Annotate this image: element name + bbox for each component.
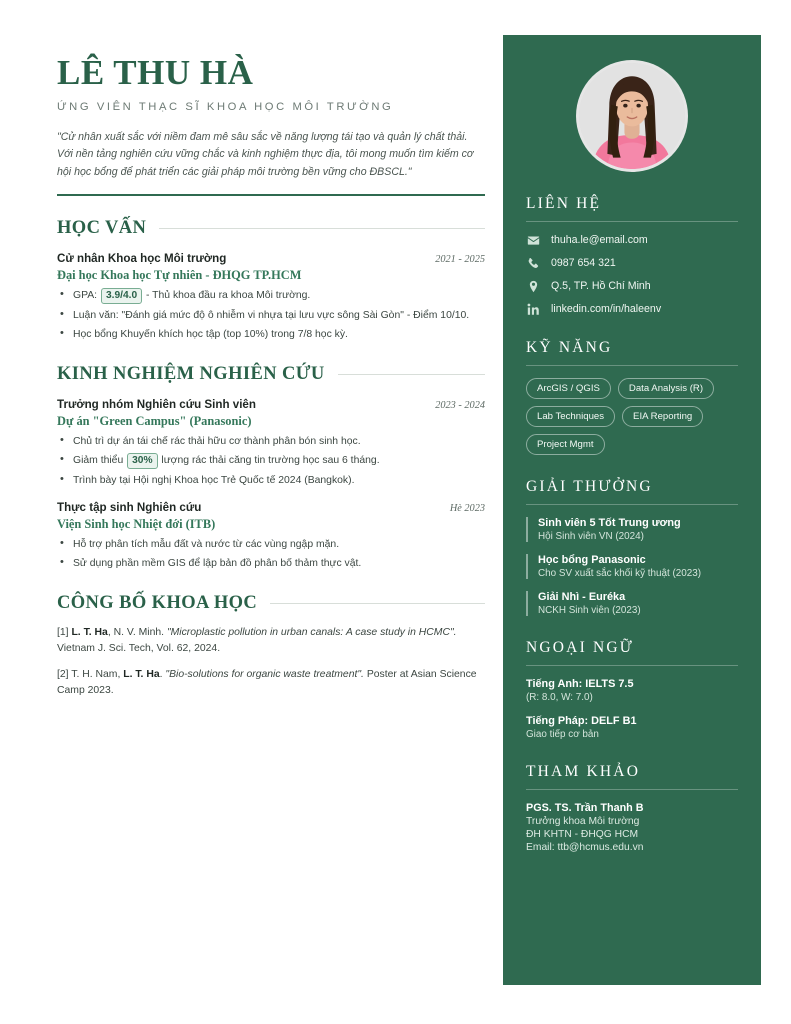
entry-date: 2023 - 2024 bbox=[435, 400, 485, 412]
entry-role: Cử nhân Khoa học Môi trường bbox=[57, 252, 227, 266]
skill-chip-list bbox=[526, 378, 738, 455]
section-rule bbox=[338, 374, 485, 375]
profile-summary: "Cử nhân xuất sắc với niềm đam mê sâu sắc về năng lượng tái tạo và quản lý chất thải. Với nền tảng nghiên cứu vững chắc và kinh nghiệm thực địa, tôi mong muốn tìm kiếm cơ hội học bổng để phát triển các giải pháp môi trường bền vững cho ĐBSCL." bbox=[57, 130, 474, 178]
avatar-wrapper bbox=[526, 60, 738, 172]
avatar-photo bbox=[579, 63, 685, 169]
candidate-subtitle: ỨNG VIÊN THẠC SĨ KHOA HỌC MÔI TRƯỜNG bbox=[57, 100, 394, 113]
candidate-name: LÊ THU HÀ bbox=[57, 53, 254, 92]
section-title-publications: CÔNG BỐ KHOA HỌC bbox=[57, 593, 258, 614]
sidebar-title-awards: GIẢI THƯỞNG bbox=[526, 478, 653, 495]
language-subtitle: (R: 8.0, W: 7.0) bbox=[526, 692, 593, 703]
sidebar-section-skills bbox=[526, 339, 738, 455]
language-list bbox=[526, 678, 738, 740]
contact-text: linkedin.com/in/haleenv bbox=[551, 303, 662, 315]
reference-name: PGS. TS. Trần Thanh B bbox=[526, 802, 644, 814]
sidebar-rule bbox=[526, 504, 738, 505]
section-publications bbox=[57, 593, 485, 698]
entry-bullet: • Sử dụng phần mềm GIS để lập bản đồ phân bố thảm thực vật. bbox=[57, 556, 485, 571]
section-title-experience: KINH NGHIỆM NGHIÊN CỨU bbox=[57, 364, 325, 385]
award-subtitle: NCKH Sinh viên (2023) bbox=[538, 605, 641, 616]
contact-row[interactable] bbox=[526, 279, 738, 293]
section-rule bbox=[270, 603, 485, 604]
contact-row[interactable] bbox=[526, 256, 738, 270]
entry-role: Thực tập sinh Nghiên cứu bbox=[57, 501, 202, 514]
section-education bbox=[57, 218, 485, 342]
award-item bbox=[526, 517, 738, 542]
publication-list bbox=[57, 625, 485, 698]
entry-bullet: • Học bổng Khuyến khích học tập (top 10%) trong 7/8 học kỳ. bbox=[57, 327, 485, 342]
section-header bbox=[57, 218, 485, 239]
reference-line: ĐH KHTN - ĐHQG HCM bbox=[526, 829, 639, 840]
language-subtitle: Giao tiếp cơ bản bbox=[526, 729, 599, 740]
entry-date: Hè 2023 bbox=[449, 503, 485, 514]
sidebar-rule bbox=[526, 665, 738, 666]
highlight-badge: 3.9/4.0 bbox=[101, 288, 142, 304]
entry-role: Trưởng nhóm Nghiên cứu Sinh viên bbox=[57, 398, 256, 412]
sidebar-title-references: THAM KHẢO bbox=[526, 763, 641, 780]
section-title-education: HỌC VẤN bbox=[57, 218, 147, 239]
entry-bullet-list bbox=[57, 434, 485, 488]
award-subtitle: Hội Sinh viên VN (2024) bbox=[538, 531, 644, 542]
publication-item: [1] L. T. Ha, N. V. Minh. "Microplastic pollution in urban canals: A case study in HCMC". Vietnam J. Sci. Tech, Vol. 62, 2024. bbox=[57, 627, 457, 654]
award-list bbox=[526, 517, 738, 616]
award-item bbox=[526, 554, 738, 579]
entry-bullet: • Chủ trì dự án tái chế rác thải hữu cơ thành phân bón sinh học. bbox=[57, 434, 485, 449]
language-title: Tiếng Pháp: DELF B1 bbox=[526, 715, 637, 727]
award-title: Sinh viên 5 Tốt Trung ương bbox=[538, 517, 681, 529]
entry-organization: Dự án "Green Campus" (Panasonic) bbox=[57, 414, 252, 429]
skill-chip[interactable]: Data Analysis (R) bbox=[618, 378, 714, 399]
sidebar-title-languages: NGOẠI NGỮ bbox=[526, 639, 635, 656]
entry-bullet-list bbox=[57, 288, 485, 342]
language-item bbox=[526, 715, 738, 740]
resume-entry bbox=[57, 501, 485, 571]
entry-bullet: • Hỗ trợ phân tích mẫu đất và nước từ các vùng ngập mặn. bbox=[57, 537, 485, 552]
contact-text: Q.5, TP. Hồ Chí Minh bbox=[551, 280, 651, 292]
entry-bullet: • Luận văn: "Đánh giá mức độ ô nhiễm vi nhựa tại lưu vực sông Sài Gòn" - Điểm 10/10. bbox=[57, 308, 485, 323]
reference-detail-lines bbox=[526, 816, 738, 853]
phone-icon bbox=[526, 256, 540, 270]
linkedin-icon bbox=[526, 302, 540, 316]
resume-entry bbox=[57, 252, 485, 342]
education-entry-list bbox=[57, 252, 485, 342]
contact-text: 0987 654 321 bbox=[551, 257, 616, 269]
entry-bullet: • Giảm thiểu 30% lượng rác thải căng tin trường học sau 6 tháng. bbox=[57, 453, 485, 469]
skill-chip[interactable]: EIA Reporting bbox=[622, 406, 703, 427]
skill-chip[interactable]: Project Mgmt bbox=[526, 434, 605, 455]
entry-bullet: • GPA: 3.9/4.0 - Thủ khoa đầu ra khoa Môi trường. bbox=[57, 288, 485, 304]
section-experience bbox=[57, 364, 485, 571]
entry-header bbox=[57, 252, 485, 265]
sidebar-rule bbox=[526, 789, 738, 790]
section-header bbox=[57, 593, 485, 614]
sidebar-section-languages bbox=[526, 639, 738, 740]
sidebar-rule bbox=[526, 365, 738, 366]
reference-line: Trưởng khoa Môi trường bbox=[526, 816, 640, 827]
main-column bbox=[57, 55, 485, 699]
skill-chip[interactable]: ArcGIS / QGIS bbox=[526, 378, 611, 399]
award-item bbox=[526, 591, 738, 616]
section-header bbox=[57, 364, 485, 385]
location-pin-icon bbox=[526, 279, 540, 293]
publication-item: [2] T. H. Nam, L. T. Ha. "Bio-solutions for organic waste treatment". Poster at Asian Science Camp 2023. bbox=[57, 669, 477, 696]
entry-bullet-list bbox=[57, 537, 485, 571]
resume-entry bbox=[57, 398, 485, 488]
avatar bbox=[576, 60, 688, 172]
language-title: Tiếng Anh: IELTS 7.5 bbox=[526, 678, 634, 690]
contact-row[interactable] bbox=[526, 302, 738, 316]
entry-header bbox=[57, 501, 485, 514]
sidebar-section-contact bbox=[526, 195, 738, 316]
entry-organization: Viện Sinh học Nhiệt đới (ITB) bbox=[57, 517, 216, 531]
experience-entry-list bbox=[57, 398, 485, 571]
reference-entry bbox=[526, 802, 738, 853]
entry-bullet: • Trình bày tại Hội nghị Khoa học Trẻ Quốc tế 2024 (Bangkok). bbox=[57, 473, 485, 488]
sidebar-rule bbox=[526, 221, 738, 222]
sidebar-section-awards bbox=[526, 478, 738, 616]
entry-header bbox=[57, 398, 485, 411]
award-title: Học bổng Panasonic bbox=[538, 554, 646, 566]
contact-text: thuha.le@email.com bbox=[551, 234, 648, 246]
sidebar-title-contact: LIÊN HỆ bbox=[526, 195, 602, 212]
skill-chip[interactable]: Lab Techniques bbox=[526, 406, 615, 427]
language-item bbox=[526, 678, 738, 703]
sidebar bbox=[503, 35, 761, 985]
section-rule bbox=[159, 228, 485, 229]
reference-line: Email: ttb@hcmus.edu.vn bbox=[526, 842, 644, 853]
contact-row[interactable] bbox=[526, 233, 738, 247]
award-title: Giải Nhì - Euréka bbox=[538, 591, 626, 603]
envelope-icon bbox=[526, 233, 540, 247]
header-divider bbox=[57, 194, 485, 196]
entry-organization: Đại học Khoa học Tự nhiên - ĐHQG TP.HCM bbox=[57, 268, 302, 283]
award-subtitle: Cho SV xuất sắc khối kỹ thuật (2023) bbox=[538, 568, 702, 579]
highlight-badge: 30% bbox=[127, 453, 157, 469]
contact-list bbox=[526, 233, 738, 316]
entry-date: 2021 - 2025 bbox=[435, 254, 485, 266]
sidebar-title-skills: KỸ NĂNG bbox=[526, 339, 613, 356]
sidebar-section-references bbox=[526, 763, 738, 853]
